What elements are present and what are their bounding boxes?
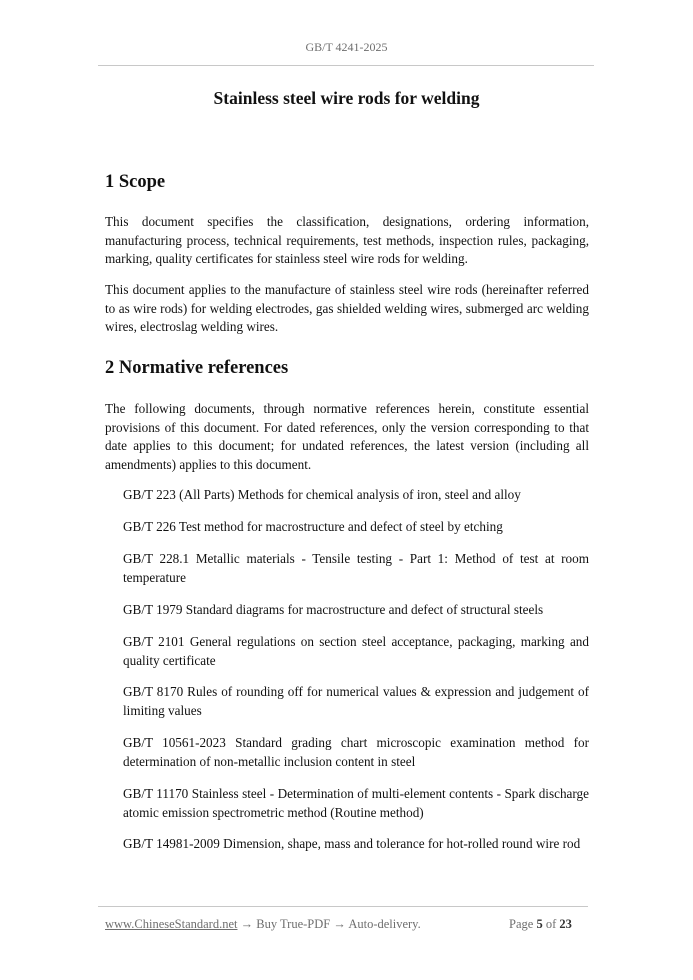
arrow-icon: → [333, 917, 346, 931]
reference-item: GB/T 223 (All Parts) Methods for chemical analysis of iron, steel and alloy [123, 487, 521, 502]
running-header: GB/T 4241-2025 [305, 40, 388, 54]
document-title: Stainless steel wire rods for welding [213, 88, 480, 108]
page-indicator [509, 917, 572, 932]
of-label: of [545, 917, 557, 931]
arrow-icon: → [240, 917, 254, 931]
site-link[interactable]: www.ChineseStandard.net [105, 917, 238, 931]
scope-paragraph-1: This document specifies the classification, designations, ordering information, manufacturing process, technical requirements, test methods, inspection rules, packaging, marking, quality certificates for stainless steel wire rods for welding. [105, 214, 589, 266]
buy-true-pdf-text: Buy True-PDF [256, 917, 331, 931]
reference-item: GB/T 8170 Rules of rounding off for numerical values & expression and judgement of limiting values [123, 684, 589, 718]
normative-intro-paragraph: The following documents, through normative references herein, constitute essential provisions of this document. For dated references, only the version corresponding to that date applies to this document; for undated references, the latest version (including all amendments) applies to this document. [105, 401, 589, 472]
footer-promo [105, 917, 421, 932]
reference-item: GB/T 1979 Standard diagrams for macrostructure and defect of structural steels [123, 602, 544, 617]
section-heading-normative-references: 2 Normative references [105, 358, 289, 378]
reference-item: GB/T 226 Test method for macrostructure and defect of steel by etching [123, 519, 503, 534]
scope-paragraph-2: This document applies to the manufacture of stainless steel wire rods (hereinafter referred to as wire rods) for welding electrodes, gas shielded welding wires, submerged arc welding wires, electroslag welding wires. [105, 282, 589, 334]
header-divider [98, 65, 594, 66]
auto-delivery-text: Auto-delivery. [348, 917, 421, 931]
page-label: Page [509, 917, 534, 931]
total-page-number: 23 [559, 917, 572, 931]
current-page-number: 5 [536, 917, 543, 931]
footer-divider [98, 906, 588, 907]
reference-item: GB/T 14981-2009 Dimension, shape, mass and tolerance for hot-rolled round wire rod [123, 836, 581, 851]
reference-item: GB/T 11170 Stainless steel - Determination of multi-element contents - Spark discharge atomic emission spectrometric method (Routine method) [123, 786, 589, 820]
section-heading-scope: 1 Scope [105, 172, 166, 192]
reference-item: GB/T 2101 General regulations on section steel acceptance, packaging, marking and quality certificate [123, 634, 589, 668]
reference-item: GB/T 10561-2023 Standard grading chart microscopic examination method for determination of non-metallic inclusion content in steel [123, 735, 589, 769]
reference-item: GB/T 228.1 Metallic materials - Tensile testing - Part 1: Method of test at room temperature [123, 551, 589, 585]
